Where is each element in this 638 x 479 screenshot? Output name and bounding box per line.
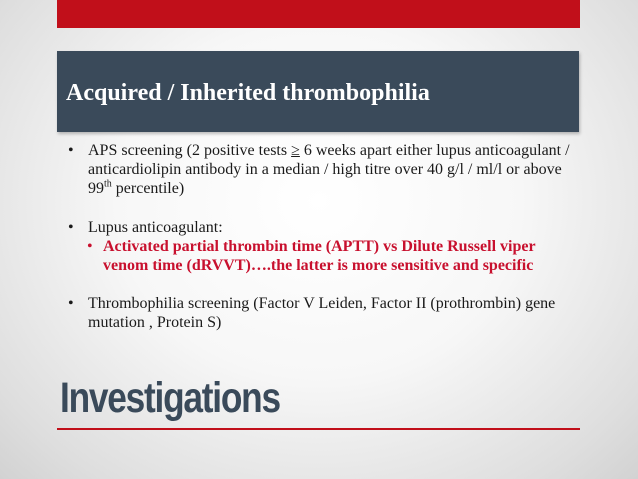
bullet-marker: • <box>68 295 74 312</box>
bullet-marker: • <box>68 142 74 159</box>
slide-title: Investigations <box>60 374 280 422</box>
sub-bullet-marker: • <box>87 238 93 255</box>
bullet-lupus-anticoagulant <box>68 218 574 237</box>
bullet-marker: • <box>68 219 74 236</box>
bullet-list <box>68 141 574 332</box>
sub-bullet-aptt <box>87 237 574 275</box>
thrombophilia-text: Thrombophilia screening (Factor V Leiden, Factor II (prothrombin) gene mutation , Protein S) <box>88 295 556 331</box>
lupus-text: Lupus anticoagulant: <box>88 219 223 236</box>
aptt-text: Activated partial thrombin time (APTT) vs Dilute Russell viper venom time (dRVVT)….the latter is more sensitive and specific <box>103 238 536 274</box>
title-underline <box>57 428 580 430</box>
aps-text-after: percentile) <box>111 180 185 197</box>
bullet-thrombophilia-screening <box>68 294 574 332</box>
header-box <box>57 51 579 132</box>
aps-text-middle: 6 weeks apart either lupus anticoagulant / anticardiolipin antibody in a median / high titre over 40 g/l / ml/l or above 99 <box>88 142 570 197</box>
aps-text-before: APS screening (2 positive tests <box>88 142 292 159</box>
bullet-aps-screening <box>68 141 574 198</box>
superscript-th: th <box>104 178 112 190</box>
geq-symbol: ≥ <box>291 142 300 159</box>
header-title: Acquired / Inherited thrombophilia <box>66 80 430 106</box>
top-accent-bar <box>57 0 580 28</box>
